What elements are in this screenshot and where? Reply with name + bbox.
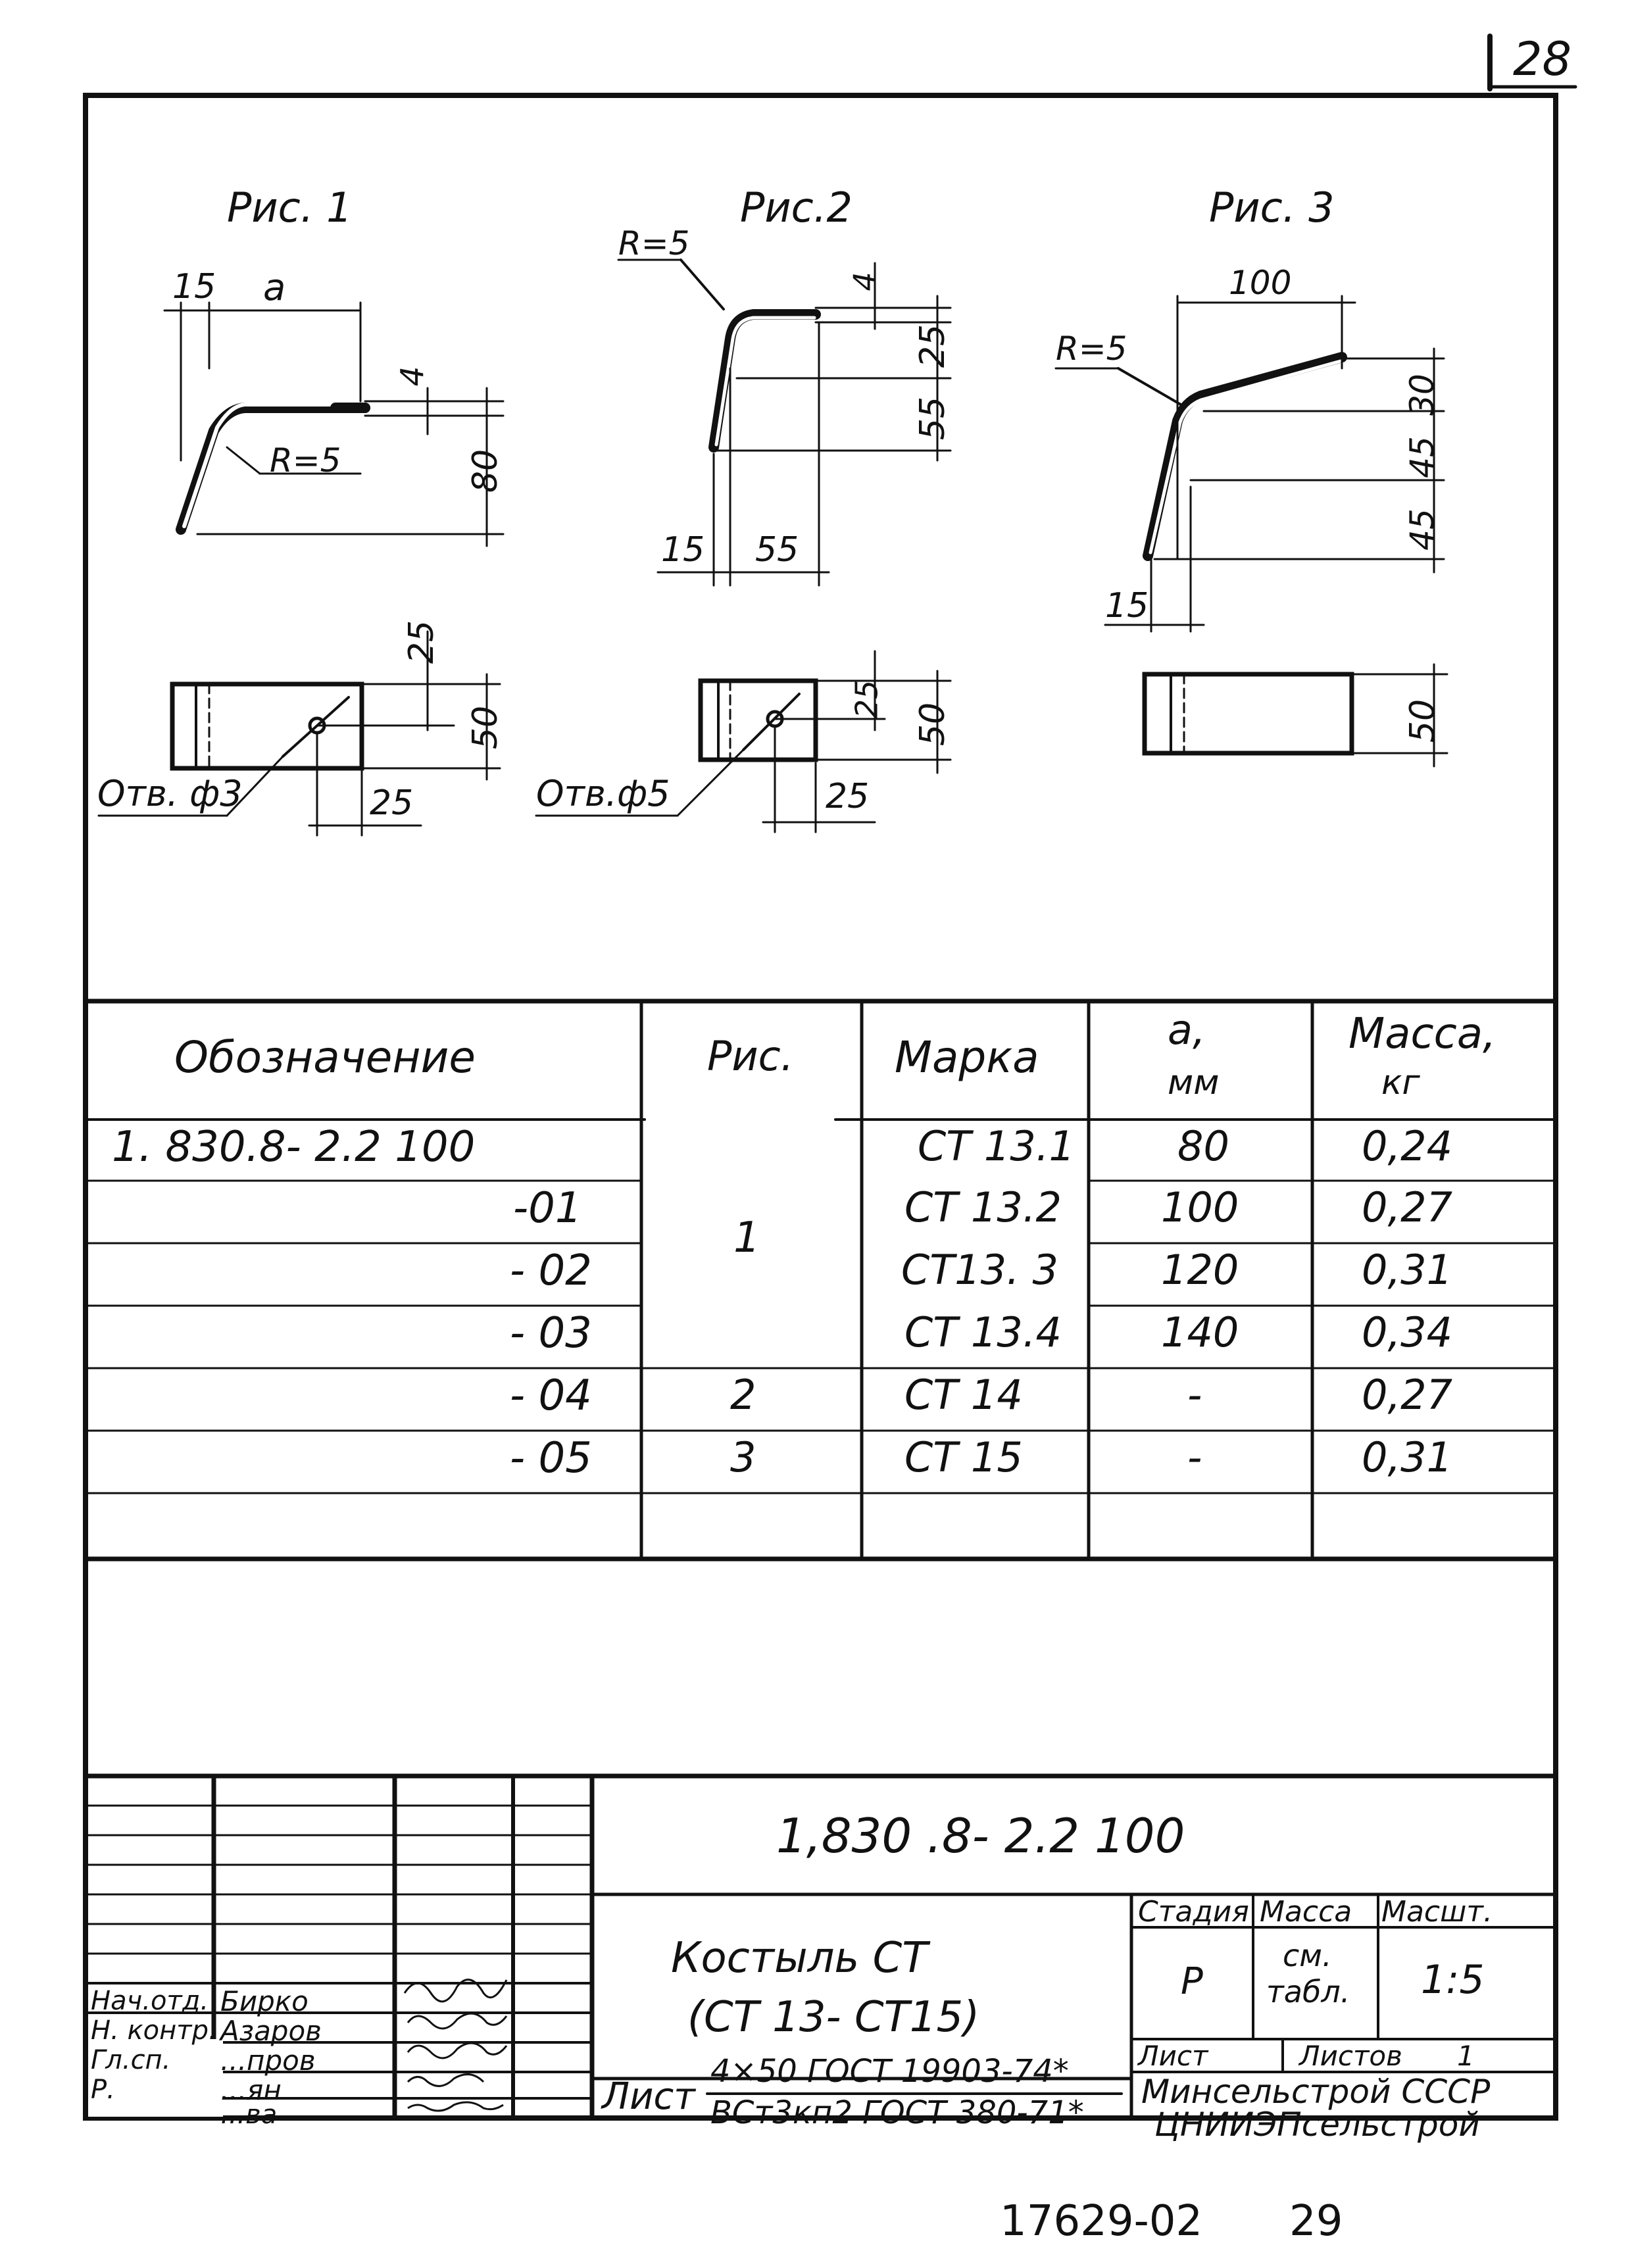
row-6-fig: 3 — [730, 1433, 756, 1481]
staff-name-3: ...пров — [220, 2044, 316, 2077]
header-mass-line2: кг — [1381, 1063, 1420, 1102]
item-name-line1: Костыль СТ — [671, 1934, 928, 1983]
row-5-mark: СТ 14 — [904, 1371, 1023, 1419]
fig2-radius: R=5 — [618, 224, 690, 262]
fig3-dim-15: 15 — [1105, 586, 1149, 626]
row-2-mass: 0,27 — [1362, 1183, 1453, 1231]
staff-role-2: Н. контр. — [91, 2015, 217, 2046]
fig-merged-cell: 1 — [733, 1214, 760, 1262]
fig2-dim-50: 50 — [913, 702, 953, 747]
fig2-dim-25: 25 — [913, 324, 953, 368]
stage-value: Р — [1181, 1960, 1203, 2003]
row-3-designation: - 02 — [510, 1246, 592, 1295]
stage-label: Стадия — [1138, 1895, 1249, 1929]
fig2-dim-4: 4 — [847, 272, 883, 291]
staff-name-5: ...ва — [220, 2100, 278, 2130]
header-fig: Рис. — [707, 1032, 794, 1080]
fig1-dim-a: a — [263, 266, 286, 309]
fig1-radius: R=5 — [270, 441, 341, 480]
fig3-dim-30: 30 — [1402, 374, 1441, 416]
fig1-dim-25-horiz: 25 — [370, 783, 414, 823]
row-3-a: 120 — [1161, 1246, 1239, 1294]
row-1-mark: СТ 13.1 — [918, 1122, 1075, 1170]
fig1-dim-15: 15 — [172, 267, 216, 307]
staff-name-2: Азаров — [220, 2015, 322, 2047]
fig1-hole: Отв. ф3 — [97, 773, 243, 814]
fig3-dim-100: 100 — [1229, 264, 1292, 302]
fig2-dim-55-horiz: 55 — [755, 530, 799, 570]
signatures — [405, 1980, 507, 2111]
row-6-mark: СТ 15 — [904, 1433, 1023, 1481]
row-2-mark: СТ 13.2 — [904, 1183, 1062, 1231]
row-1-a: 80 — [1177, 1122, 1229, 1170]
material-bottom: ВСт3кп2 ГОСТ 380-71* — [710, 2094, 1084, 2131]
row-6-a: - — [1187, 1433, 1202, 1481]
figure-1-drawing — [99, 303, 506, 835]
row-5-designation: - 04 — [510, 1371, 592, 1420]
row-3-mass: 0,31 — [1362, 1246, 1453, 1294]
header-designation: Обозначение — [174, 1032, 476, 1083]
row-2-a: 100 — [1161, 1183, 1239, 1231]
staff-role-4: Р. — [91, 2075, 115, 2105]
fig1-dim-4: 4 — [394, 366, 432, 387]
row-6-mass: 0,31 — [1362, 1433, 1453, 1481]
fig3-radius: R=5 — [1056, 330, 1127, 368]
mass-value-line2: табл. — [1266, 1974, 1350, 2009]
fig3-dim-45-upper: 45 — [1402, 436, 1441, 478]
row-2-designation: -01 — [513, 1184, 582, 1233]
scale-value: 1:5 — [1421, 1957, 1485, 2003]
header-a-line2: мм — [1168, 1063, 1220, 1102]
row-5-a: - — [1187, 1371, 1202, 1419]
item-name-line2: (СТ 13- СТ15) — [687, 1993, 980, 2042]
row-4-designation: - 03 — [510, 1309, 592, 1358]
footer-page: 29 — [1289, 2197, 1343, 2246]
fig2-hole: Отв.ф5 — [536, 773, 670, 814]
fig1-title: Рис. 1 — [227, 184, 353, 232]
row-1-designation: 1. 830.8- 2.2 100 — [112, 1123, 476, 1171]
row-4-a: 140 — [1161, 1308, 1239, 1356]
row-4-mark: СТ 13.4 — [904, 1308, 1062, 1356]
material-top: 4×50 ГОСТ 19903-74* — [710, 2053, 1069, 2090]
corner-number: 28 — [1513, 32, 1572, 86]
scale-label: Масшт. — [1381, 1895, 1493, 1929]
fig1-dim-80: 80 — [466, 449, 506, 493]
staff-role-1: Нач.отд. — [91, 1986, 209, 2016]
fig3-dim-50: 50 — [1403, 699, 1443, 743]
fig2-title: Рис.2 — [740, 184, 853, 232]
org-line1: Минсельстрой СССР — [1141, 2073, 1491, 2111]
mass-label: Масса — [1260, 1895, 1352, 1929]
header-a-line1: a, — [1168, 1006, 1206, 1054]
sheets-value: 1 — [1457, 2040, 1475, 2072]
header-mass-line1: Масса, — [1348, 1010, 1496, 1058]
row-3-mark: СТ13. 3 — [901, 1246, 1058, 1294]
figure-2-drawing — [536, 260, 951, 832]
org-line2: ЦНИИЭПсельстрой — [1154, 2106, 1480, 2144]
sheet-label: Лист — [1138, 2040, 1208, 2072]
row-5-fig: 2 — [730, 1371, 756, 1419]
header-mark: Марка — [895, 1032, 1039, 1083]
fig2-dim-15: 15 — [661, 530, 705, 570]
doc-code: 1,830 .8- 2.2 100 — [776, 1808, 1185, 1863]
fig2-dim-25-vert: 25 — [849, 679, 885, 719]
row-1-mass: 0,24 — [1362, 1122, 1453, 1170]
material-prefix: Лист — [602, 2075, 695, 2118]
fig2-dim-55-vert: 55 — [913, 396, 953, 441]
row-4-mass: 0,34 — [1362, 1308, 1453, 1356]
fig2-dim-25-horiz: 25 — [826, 777, 870, 816]
sheets-label: Листов — [1299, 2040, 1402, 2072]
staff-name-1: Бирко — [220, 1985, 309, 2017]
row-6-designation: - 05 — [510, 1434, 592, 1483]
fig3-title: Рис. 3 — [1209, 184, 1335, 232]
fig3-dim-45-lower: 45 — [1402, 508, 1441, 551]
staff-role-3: Гл.сп. — [91, 2045, 171, 2075]
footer-code: 17629-02 — [1000, 2197, 1203, 2246]
mass-value-line1: см. — [1283, 1938, 1332, 1973]
fig1-dim-50: 50 — [466, 705, 506, 750]
fig1-dim-25-vert: 25 — [402, 620, 442, 664]
row-5-mass: 0,27 — [1362, 1371, 1453, 1419]
staff-name-4: ...ян — [220, 2074, 282, 2106]
